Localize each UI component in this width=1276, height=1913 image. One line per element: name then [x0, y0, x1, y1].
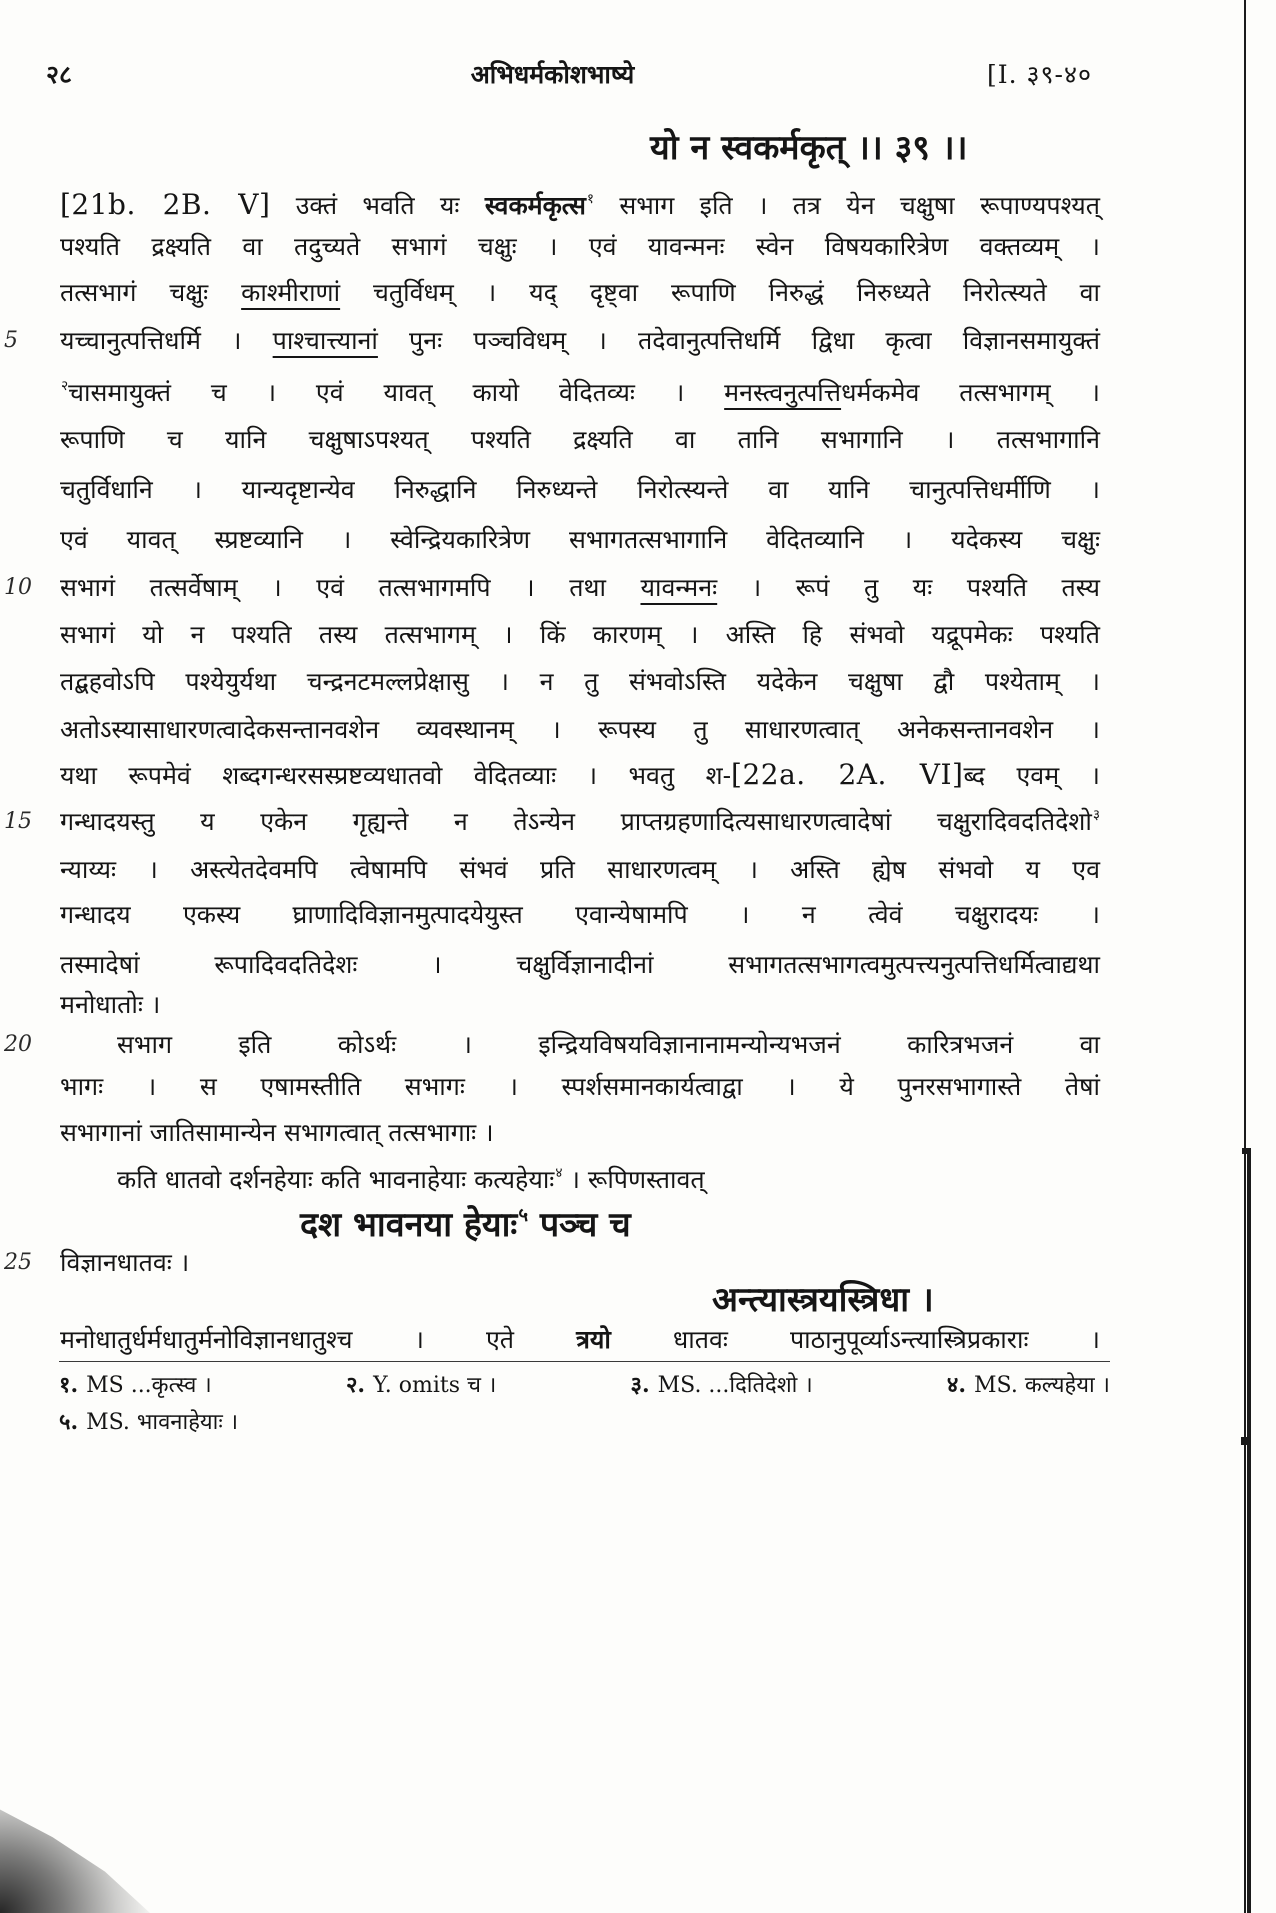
line-content	[60, 468, 1100, 512]
footnote-text: MS ...कृत्स्व ।	[86, 1373, 212, 1398]
line-content	[60, 753, 1100, 798]
text-line	[60, 566, 1100, 610]
line-content	[60, 371, 1100, 419]
text-line	[60, 753, 1100, 797]
text-segment: सभागानां जातिसामान्येन सभागत्वात् तत्सभागाः ।	[60, 1118, 494, 1147]
text-segment: गन्धादयस्तु य एकेन गृह्यन्ते न तेऽन्येन प्राप्तग्रहणादित्यसाधारणत्वादेषां चक्षुरादिवदतिदेशो	[60, 807, 1092, 836]
text-segment: कति धातवो दर्शनहेयाः कति भावनाहेयाः कत्यहेयाः	[117, 1165, 555, 1194]
line-content	[117, 1158, 705, 1206]
text-segment: तत्सभागं चक्षुः	[60, 278, 242, 307]
text-segment: विज्ञानधातवः ।	[60, 1248, 190, 1277]
line-content	[60, 613, 1100, 657]
footnote	[59, 1365, 212, 1406]
footnote-number: १.	[59, 1372, 79, 1398]
text-line	[60, 468, 1100, 512]
line-number: 20	[4, 1032, 32, 1057]
text-segment: उक्तं भवति यः	[270, 191, 485, 220]
text-line	[60, 418, 1100, 462]
text-line	[60, 518, 1100, 562]
text-line	[60, 660, 1100, 704]
text-line	[60, 319, 1100, 363]
text-segment: भागः । स एषामस्तीति सभागः । स्पर्शसमानकार्यत्वाद्वा । ये पुनरसभागास्ते तेषां	[60, 1072, 1100, 1101]
line-content	[60, 319, 1100, 363]
line-number: 10	[4, 575, 32, 600]
line-content	[60, 566, 1100, 610]
text-segment: न्याय्यः । अस्त्येतदेवमपि त्वेषामपि संभवं प्रति साधारणत्वम् । अस्ति ह्येष संभवो य एव	[60, 855, 1100, 884]
scan-mark	[1242, 1148, 1251, 1154]
line-content	[60, 271, 1100, 315]
footnote	[947, 1365, 1110, 1406]
text-segment: सभागं तत्सर्वेषाम् । एवं तत्सभागमपि । तथा	[60, 573, 641, 602]
text-segment: पञ्च च	[528, 1205, 631, 1245]
line-content	[60, 1111, 494, 1155]
footnote	[346, 1365, 496, 1406]
line-number: 25	[4, 1250, 32, 1275]
text-segment: चतुर्विधानि । यान्यदृष्टान्येव निरुद्धानि निरुध्यन्ते निरोत्स्यन्ते वा यानि चानुत्पत्तिधर्मीणि ।	[60, 475, 1100, 504]
text-line	[60, 613, 1100, 657]
verse-line	[650, 123, 1100, 173]
text-segment: सभागं यो न पश्यति तस्य तत्सभागम् । किं कारणम् । अस्ति हि संभवो यद्रूपमेकः पश्यति	[60, 620, 1100, 649]
line-content	[60, 708, 1100, 752]
text-line	[60, 1111, 1100, 1155]
text-segment: अतोऽस्यासाधारणत्वादेकसन्तानवशेन व्यवस्थानम् । रूपस्य तु साधारणत्वात् अनेकसन्तानवशेन ।	[60, 715, 1100, 744]
text-segment: पश्यति द्रक्ष्यति वा तदुच्यते सभागं चक्षुः । एवं यावन्मनः स्वेन विषयकारित्रेण वक्तव्यम् ।	[60, 232, 1100, 261]
bold-term: त्रयो	[576, 1325, 611, 1354]
bold-term: स्वकर्मकृत्स	[484, 191, 586, 220]
text-line	[60, 1318, 1100, 1362]
scan-smudge	[0, 1775, 150, 1913]
underlined-term: काश्मीराणां	[241, 278, 341, 307]
footnote-marker: १	[586, 191, 594, 207]
text-line	[60, 225, 1100, 269]
footnote-number: ४.	[946, 1372, 967, 1398]
page-edge-line	[1244, 0, 1246, 1913]
page-edge-line	[1247, 1150, 1251, 1913]
underlined-term: मनस्त्वनुत्पत्ति	[724, 378, 842, 407]
text-segment: मनोधातोः ।	[60, 990, 161, 1019]
text-segment: रूपाणि च यानि चक्षुषाऽपश्यत् पश्यति द्रक्ष्यति वा तानि सभागानि । तत्सभागानि	[60, 425, 1100, 454]
text-segment: धातवः पाठानुपूर्व्याऽन्त्यास्त्रिप्रकाराः ।	[610, 1325, 1100, 1354]
line-content	[60, 893, 1100, 937]
footnote-row	[59, 1365, 1110, 1405]
text-segment: सभाग इति कोऽर्थः । इन्द्रियविषयविज्ञानानामन्योन्यभजनं कारित्रभजनं वा	[117, 1030, 1100, 1059]
footnote-text: Y. omits च ।	[373, 1373, 497, 1398]
line-content	[117, 1023, 1100, 1067]
text-segment: एवं यावत् स्प्रष्टव्यानि । स्वेन्द्रियकारित्रेण सभागतत्सभागानि वेदितव्यानि । यदेकस्य चक्षुः	[60, 525, 1100, 554]
footnote-text: MS. भावनाहेयाः ।	[86, 1410, 239, 1435]
text-segment: ब्द एवम् ।	[963, 761, 1100, 790]
text-segment: तस्मादेषां रूपादिवदतिदेशः । चक्षुर्विज्ञानादीनां सभागतत्सभागत्वमुत्पत्त्यनुत्पत्तिधर्मित्वाद्यथा	[60, 950, 1100, 979]
folio-reference: [21b. 2B. V]	[60, 188, 271, 221]
footnote-text: MS. ...दितिदेशो ।	[657, 1373, 813, 1398]
text-segment: । रूपं तु यः पश्यति तस्य	[717, 573, 1101, 602]
text-segment: मनोधातुर्धर्मधातुर्मनोविज्ञानधातुश्च । एते	[60, 1325, 577, 1354]
text-line	[60, 1065, 1100, 1109]
text-line	[60, 983, 1100, 1027]
line-content	[60, 1065, 1100, 1109]
text-segment: अन्त्यास्त्रयस्त्रिधा ।	[712, 1280, 934, 1320]
page-number: २८	[46, 60, 73, 89]
text-segment: चतुर्विधम् । यद् दृष्ट्वा रूपाणि निरुद्धं निरुध्यते निरोत्स्यते वा	[340, 278, 1101, 307]
text-line	[60, 943, 1100, 987]
text-line	[60, 848, 1100, 892]
underlined-term: यावन्मनः	[640, 573, 718, 602]
text-line	[117, 1158, 1100, 1202]
footnote-marker: ४	[555, 1165, 563, 1181]
footnote-marker: २	[61, 378, 69, 394]
line-content	[60, 1241, 189, 1285]
footnote-row-content	[59, 1365, 1110, 1406]
footnote-row-content	[59, 1402, 238, 1443]
text-segment: तद्बहवोऽपि पश्येयुर्यथा चन्द्रनटमल्लप्रेक्षासु । न तु संभवोऽस्ति यदेकेन चक्षुषा द्वौ पश्येताम् ।	[60, 667, 1100, 696]
line-content	[60, 800, 1100, 848]
running-title: अभिधर्मकोशभाष्ये	[470, 60, 635, 89]
text-segment: सभाग इति । तत्र येन चक्षुषा रूपाण्यपश्यत्	[594, 191, 1100, 220]
text-line	[60, 800, 1100, 844]
line-content	[60, 418, 1100, 462]
line-content	[60, 1318, 1100, 1362]
text-segment: यच्चानुत्पत्तिधर्मि ।	[60, 326, 273, 355]
text-segment: पुनः पञ्चविधम् । तदेवानुत्पत्तिधर्मि द्विधा कृत्वा विज्ञानसमायुक्तं	[377, 326, 1100, 355]
text-segment: यथा रूपमेवं शब्दगन्धरसस्प्रष्टव्यधातवो वेदितव्याः । भवतु श-	[60, 761, 732, 790]
line-number: 5	[4, 328, 18, 353]
footnote	[631, 1365, 813, 1406]
text-segment: गन्धादय एकस्य घ्राणादिविज्ञानमुत्पादयेयुस्त एवान्येषामपि । न त्वेवं चक्षुरादयः ।	[60, 900, 1100, 929]
text-segment: चासमायुक्तं च । एवं यावत् कायो वेदितव्यः ।	[68, 378, 725, 407]
text-line	[60, 183, 1100, 227]
line-content	[60, 518, 1100, 562]
line-content	[60, 943, 1100, 987]
line-content	[60, 660, 1100, 704]
footnote	[59, 1402, 238, 1443]
footnote-number: ५.	[59, 1409, 79, 1435]
text-line	[60, 271, 1100, 315]
text-line	[117, 1023, 1100, 1067]
line-content	[60, 983, 160, 1027]
footnote-marker: ५	[518, 1204, 529, 1227]
text-line	[60, 893, 1100, 937]
text-segment: । रूपिणस्तावत्	[562, 1165, 705, 1194]
footnote-marker: ३	[1092, 807, 1100, 823]
folio-reference: [22a. 2A. VI]	[731, 758, 964, 791]
text-line	[60, 708, 1100, 752]
line-content	[60, 848, 1100, 892]
line-number: 15	[4, 809, 32, 834]
section-reference: [I. ३९-४०	[987, 60, 1092, 89]
scan-mark	[1241, 1437, 1251, 1445]
text-segment: धर्मकमेव तत्सभागम् ।	[841, 378, 1100, 407]
text-segment: दश भावनया हेयाः	[300, 1205, 518, 1245]
underlined-term: पाश्चात्त्यानां	[272, 326, 378, 355]
text-segment: यो न स्वकर्मकृत् ।। ३९ ।।	[650, 128, 968, 168]
footnote-row	[59, 1402, 1110, 1442]
text-line	[60, 371, 1100, 415]
footnote-text: MS. कल्यहेया ।	[974, 1373, 1110, 1398]
footnote-number: २.	[345, 1372, 366, 1398]
footnote-number: ३.	[630, 1372, 650, 1398]
line-content	[60, 225, 1100, 269]
line-content	[650, 123, 968, 173]
